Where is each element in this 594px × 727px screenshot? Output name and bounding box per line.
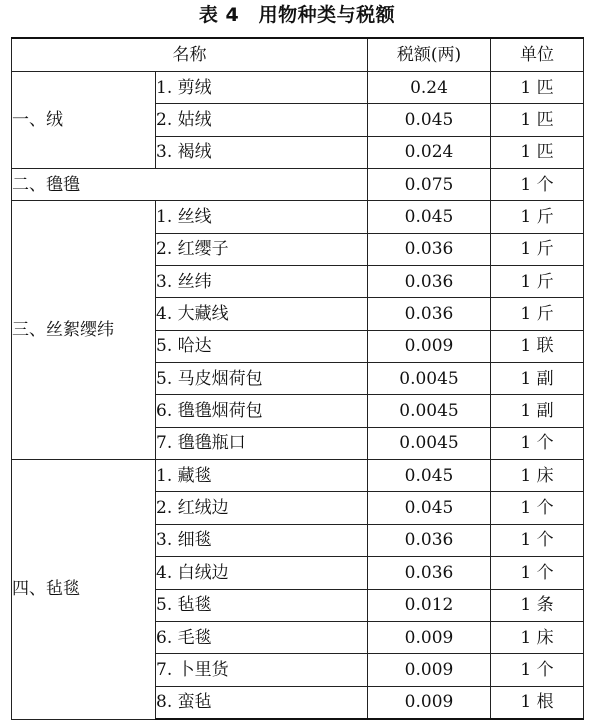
table-title: 表 4 用物种类与税额 xyxy=(198,4,396,26)
header-tax: 税额(两) xyxy=(368,38,491,72)
header-row xyxy=(12,38,584,72)
item-unit: 1 匹 xyxy=(491,72,584,104)
item-tax: 0.045 xyxy=(368,460,491,492)
item-name: 6. 氇氇烟荷包 xyxy=(156,395,368,427)
item-name: 2. 红绒边 xyxy=(156,492,368,524)
item-name: 1. 藏毯 xyxy=(156,460,368,492)
category-cell: 一、绒 xyxy=(12,72,156,169)
item-tax: 0.045 xyxy=(368,492,491,524)
category-cell: 三、丝絮缨纬 xyxy=(12,201,156,460)
header-unit: 单位 xyxy=(491,38,584,72)
item-name: 5. 哈达 xyxy=(156,330,368,362)
item-tax: 0.024 xyxy=(368,136,491,168)
item-tax: 0.045 xyxy=(368,201,491,233)
item-unit: 1 根 xyxy=(491,686,584,719)
item-unit: 1 个 xyxy=(491,524,584,556)
item-unit: 1 个 xyxy=(491,492,584,524)
item-name: 4. 白绒边 xyxy=(156,557,368,589)
item-unit: 1 副 xyxy=(491,395,584,427)
item-name: 3. 细毯 xyxy=(156,524,368,556)
item-tax: 0.075 xyxy=(368,169,491,201)
item-tax: 0.036 xyxy=(368,524,491,556)
table-row xyxy=(12,201,584,233)
item-unit: 1 匹 xyxy=(491,104,584,136)
item-tax: 0.009 xyxy=(368,330,491,362)
item-tax: 0.009 xyxy=(368,686,491,719)
tax-table xyxy=(11,37,584,720)
item-unit: 1 匹 xyxy=(491,136,584,168)
category-cell: 四、毡毯 xyxy=(12,460,156,719)
item-tax: 0.036 xyxy=(368,266,491,298)
category-cell: 二、氇氇 xyxy=(12,169,368,201)
item-name: 1. 丝线 xyxy=(156,201,368,233)
header-name: 名称 xyxy=(12,38,368,72)
item-name: 2. 红缨子 xyxy=(156,233,368,265)
item-unit: 1 副 xyxy=(491,363,584,395)
item-name: 3. 丝纬 xyxy=(156,266,368,298)
table-row xyxy=(12,460,584,492)
item-unit: 1 联 xyxy=(491,330,584,362)
table-row xyxy=(12,72,584,104)
item-name: 7. 氇氇瓶口 xyxy=(156,427,368,459)
item-unit: 1 床 xyxy=(491,621,584,653)
item-name: 2. 姑绒 xyxy=(156,104,368,136)
item-unit: 1 个 xyxy=(491,169,584,201)
item-unit: 1 斤 xyxy=(491,201,584,233)
item-unit: 1 条 xyxy=(491,589,584,621)
item-tax: 0.24 xyxy=(368,72,491,104)
item-unit: 1 个 xyxy=(491,427,584,459)
item-name: 5. 马皮烟荷包 xyxy=(156,363,368,395)
item-name: 7. 卜里货 xyxy=(156,654,368,686)
item-tax: 0.036 xyxy=(368,233,491,265)
item-unit: 1 个 xyxy=(491,654,584,686)
item-name: 5. 毡毯 xyxy=(156,589,368,621)
item-tax: 0.009 xyxy=(368,654,491,686)
item-unit: 1 斤 xyxy=(491,298,584,330)
item-tax: 0.036 xyxy=(368,298,491,330)
item-unit: 1 个 xyxy=(491,557,584,589)
item-tax: 0.0045 xyxy=(368,427,491,459)
table-row xyxy=(12,169,584,201)
item-unit: 1 床 xyxy=(491,460,584,492)
item-tax: 0.0045 xyxy=(368,363,491,395)
item-name: 6. 毛毯 xyxy=(156,621,368,653)
item-name: 1. 剪绒 xyxy=(156,72,368,104)
item-tax: 0.012 xyxy=(368,589,491,621)
item-tax: 0.045 xyxy=(368,104,491,136)
item-tax: 0.0045 xyxy=(368,395,491,427)
item-unit: 1 斤 xyxy=(491,266,584,298)
item-tax: 0.009 xyxy=(368,621,491,653)
item-name: 4. 大藏线 xyxy=(156,298,368,330)
item-tax: 0.036 xyxy=(368,557,491,589)
item-name: 8. 蛮毡 xyxy=(156,686,368,719)
item-unit: 1 斤 xyxy=(491,233,584,265)
item-name: 3. 褐绒 xyxy=(156,136,368,168)
